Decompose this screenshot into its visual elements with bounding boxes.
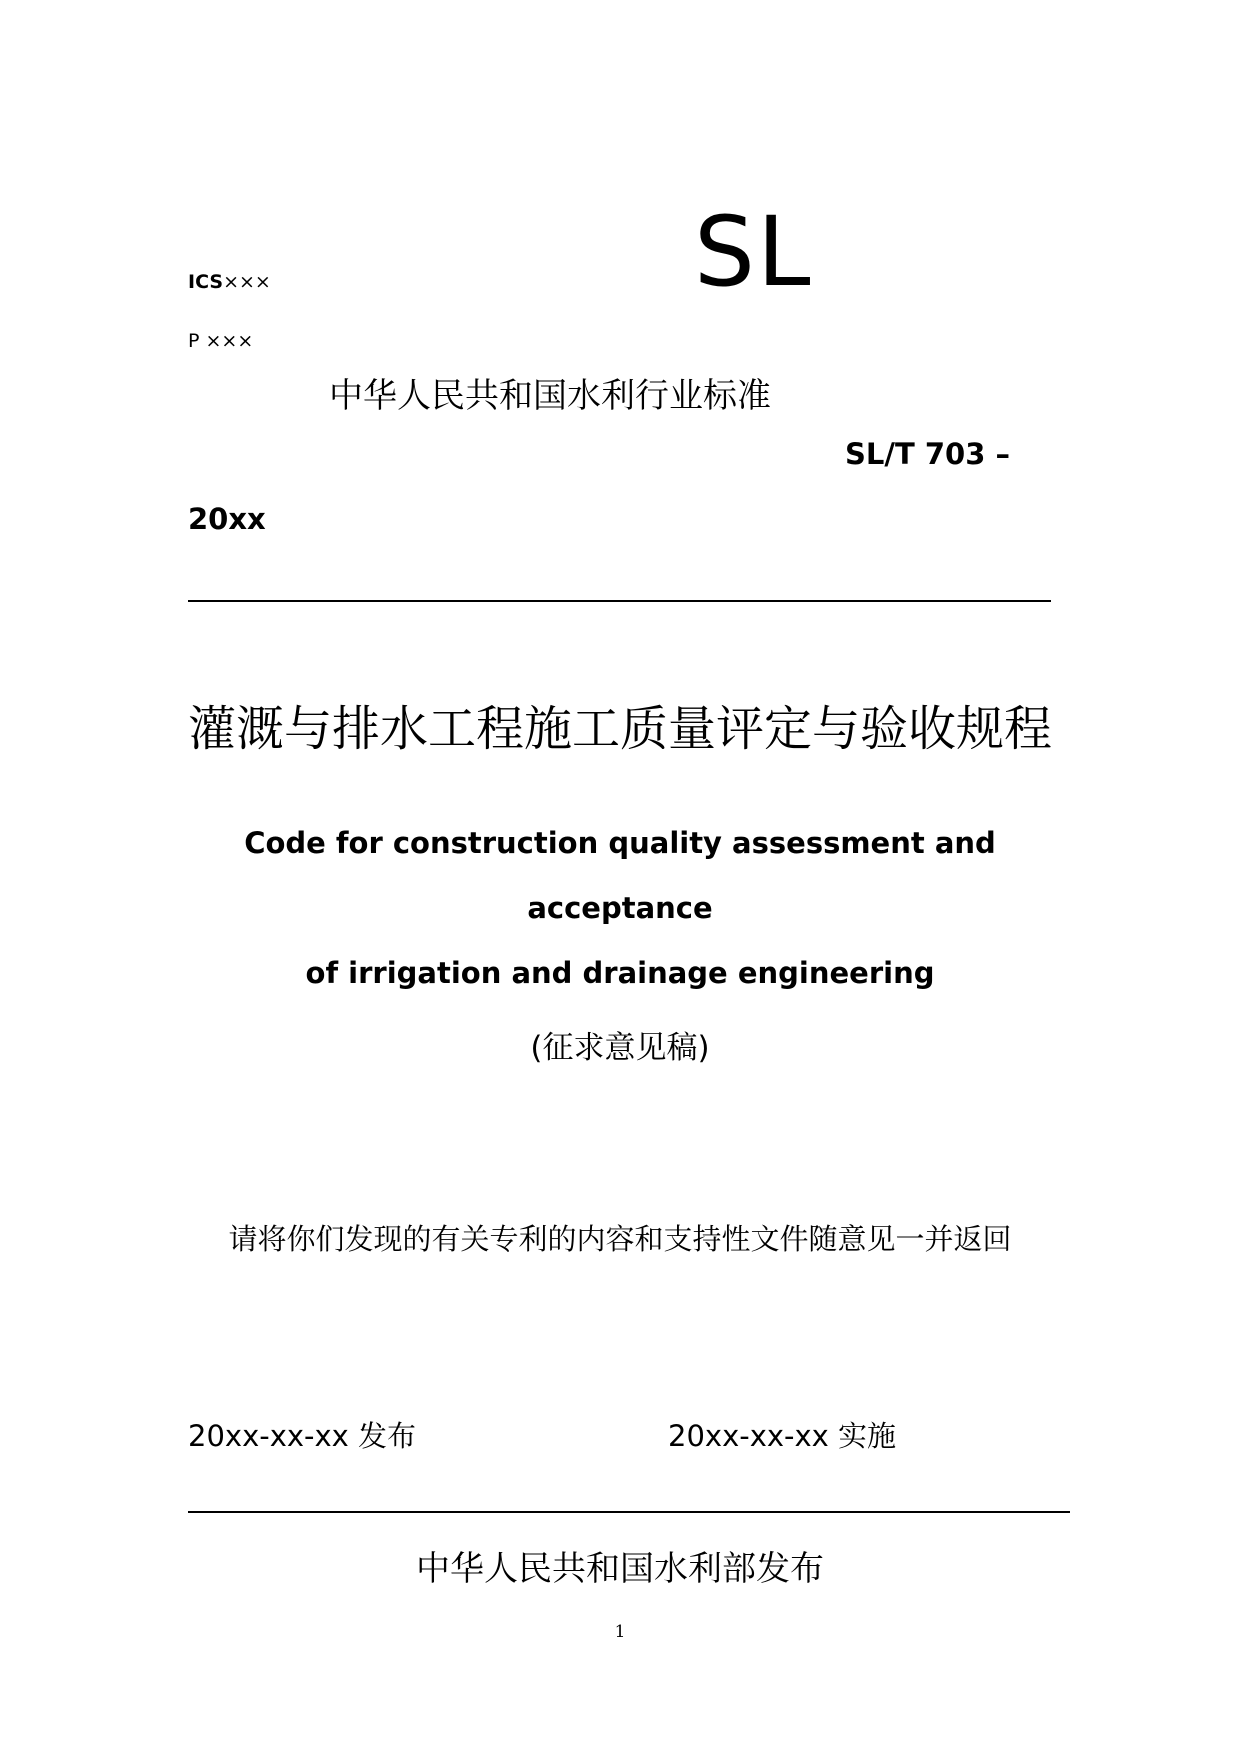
standard-year: 20xx — [188, 502, 266, 536]
draft-label: (征求意见稿) — [530, 1030, 710, 1066]
standard-number: SL/T 703 – — [845, 437, 1010, 471]
release-date: 20xx-xx-xx 发布 — [188, 1419, 417, 1453]
document-title-en-line1: Code for construction quality assessment and — [244, 826, 996, 860]
industry-standard-title: 中华人民共和国水利行业标准 — [329, 376, 771, 416]
document-title-en-line2: acceptance — [527, 891, 713, 925]
page-number: 1 — [614, 1622, 626, 1642]
ics-code — [188, 271, 271, 293]
p-code: P ××× — [188, 330, 254, 352]
implementation-date: 20xx-xx-xx 实施 — [668, 1419, 897, 1453]
ics-number: ××× — [223, 271, 271, 293]
bottom-divider — [188, 1511, 1070, 1513]
top-divider — [188, 600, 1051, 602]
document-title-cn: 灌溉与排水工程施工质量评定与验收规程 — [187, 701, 1052, 757]
patent-notice: 请将你们发现的有关专利的内容和支持性文件随意见一并返回 — [228, 1222, 1012, 1256]
ics-prefix: ICS — [188, 271, 224, 293]
document-title-en-line3: of irrigation and drainage engineering — [305, 956, 935, 990]
publisher: 中华人民共和国水利部发布 — [416, 1549, 824, 1589]
sl-mark: SL — [694, 196, 813, 308]
